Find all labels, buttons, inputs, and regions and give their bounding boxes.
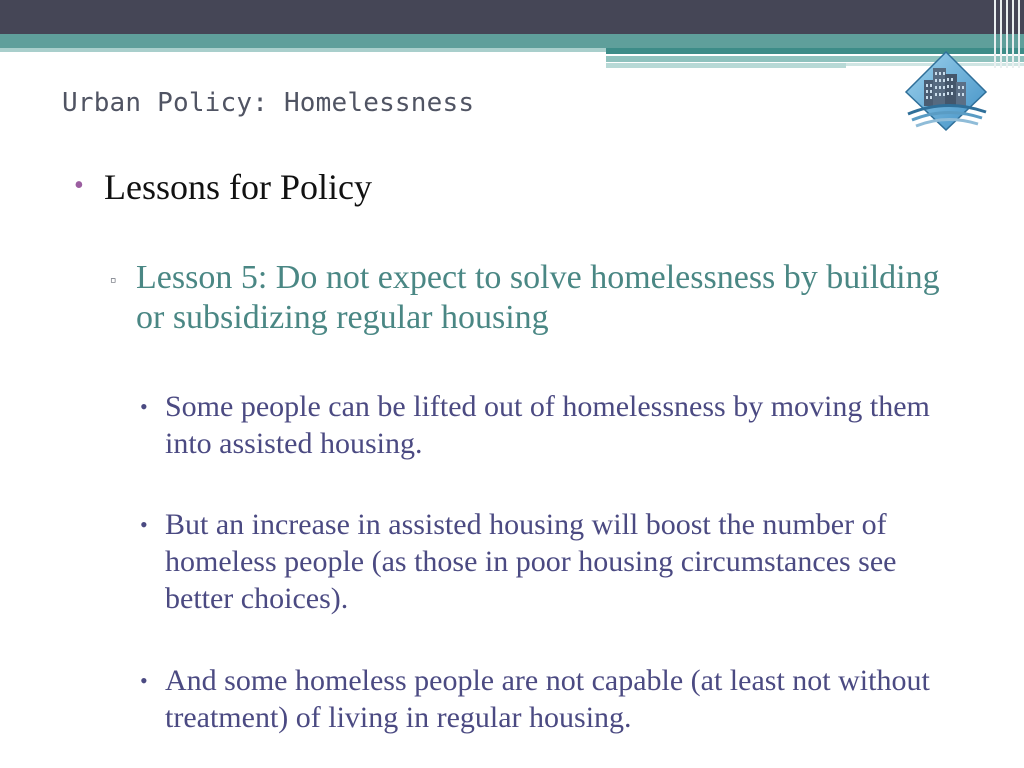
bullet-level3-text: And some homeless people are not capable (at least not without treatment) of living in regular housing. <box>165 664 930 734</box>
header-band-light <box>0 48 610 52</box>
bullet-level3-text: But an increase in assisted housing will boost the number of homeless people (as those in poor housing circumstances see better choices). <box>165 508 897 615</box>
bullet-dot-icon: • <box>140 394 148 419</box>
header-vertical-lines <box>994 0 1024 68</box>
bullet-level1-text: Lessons for Policy <box>104 167 372 207</box>
header-band-teal <box>0 34 1024 48</box>
city-buildings-diamond-icon <box>902 50 990 136</box>
header-band-right-pale <box>606 63 846 68</box>
slide-title: Urban Policy: Homelessness <box>62 88 475 118</box>
bullet-dot-icon: • <box>140 512 148 537</box>
bullet-dot-icon: • <box>74 170 84 201</box>
bullet-level3-text: Some people can be lifted out of homelessness by moving them into assisted housing. <box>165 390 930 460</box>
bullet-dot-icon: • <box>140 668 148 693</box>
bullet-square-icon: ▫ <box>110 270 117 290</box>
bullet-level2-text: Lesson 5: Do not expect to solve homelessness by building or subsidizing regular housing <box>136 259 940 336</box>
header-band-dark <box>0 0 1024 34</box>
